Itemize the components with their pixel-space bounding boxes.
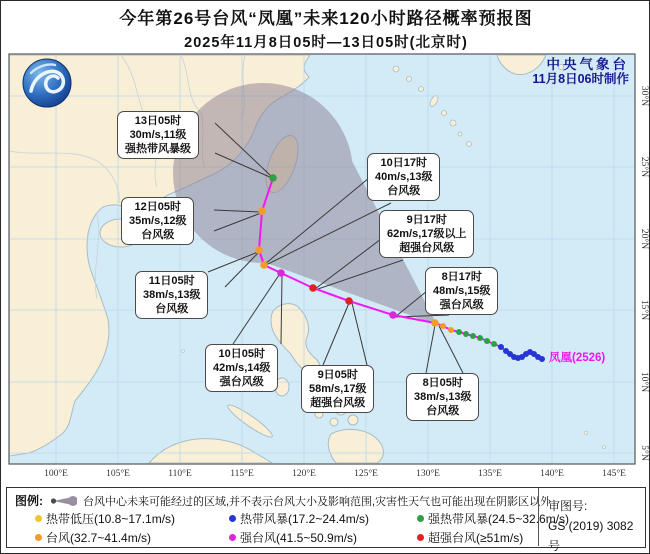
lon-axis-label: 105°E	[106, 469, 130, 479]
cone-legend-icon	[49, 495, 77, 507]
callout-intensity: 30m/s,11级	[129, 129, 187, 141]
legend-box	[6, 487, 646, 553]
callout-level: 强台风级	[219, 376, 264, 388]
lat-axis-label: 25°N	[639, 156, 649, 178]
lat-axis	[639, 86, 650, 461]
lon-axis-label: 120°E	[292, 469, 316, 479]
callout-level: 超强台风级	[399, 242, 455, 254]
callout-8d05	[406, 373, 479, 421]
lon-axis-label: 145°E	[602, 469, 626, 479]
callout-intensity: 35m/s,12级	[129, 215, 187, 227]
legend-item-ts: 热带风暴(17.2~24.4m/s)	[229, 510, 369, 527]
callout-time: 8日17时	[441, 271, 482, 283]
review-number: GS (2019) 3082号	[548, 519, 634, 553]
legend-item-td: 热带低压(10.8~17.1m/s)	[35, 510, 175, 527]
callout-level: 台风级	[141, 229, 175, 241]
callout-intensity: 62m/s,17级以上	[387, 228, 467, 240]
callout-intensity: 48m/s,15级	[433, 285, 491, 297]
callout-level: 台风级	[387, 185, 421, 197]
agency-name: 中央气象台	[546, 57, 629, 72]
legend-item-sts: 强热带风暴(24.5~32.6m/s)	[417, 510, 569, 527]
cone-note: 台风中心未来可能经过的区域,并不表示台风大小及影响范围,灾害性天气也可能出现在阴影区以外	[83, 496, 552, 508]
callout-intensity: 38m/s,13级	[414, 391, 472, 403]
lon-axis-label: 125°E	[354, 469, 378, 479]
map-title: 今年第26号台风“凤凰”未来120小时路径概率预报图	[119, 9, 533, 28]
callout-8d17	[425, 267, 498, 315]
agency-credit	[532, 57, 629, 87]
callout-time: 11日05时	[148, 275, 195, 287]
cma-logo-icon	[23, 59, 71, 107]
lon-axis-label: 110°E	[168, 469, 192, 479]
lon-axis-label: 115°E	[230, 469, 254, 479]
lon-axis-label: 130°E	[416, 469, 440, 479]
callout-level: 强热带风暴级	[125, 143, 191, 155]
review-label: 审图号:	[548, 499, 588, 513]
lat-axis-label: 20°N	[639, 228, 649, 250]
callout-11d05	[135, 271, 208, 319]
legend-item-ty: 台风(32.7~41.4m/s)	[35, 529, 151, 546]
callout-time: 13日05时	[134, 115, 182, 127]
map-subtitle: 2025年11月8日05时—13日05时(北京时)	[184, 35, 468, 51]
td-dot-icon	[35, 515, 42, 522]
lon-axis-label: 100°E	[44, 469, 68, 479]
callout-level: 台风级	[426, 405, 460, 417]
callout-time: 10日05时	[218, 348, 265, 360]
callout-time: 8日05时	[422, 377, 463, 389]
lat-axis-label: 30°N	[639, 85, 649, 107]
sts-dot-icon	[417, 515, 424, 522]
ts-dot-icon	[229, 515, 236, 522]
callout-time: 10日17时	[380, 157, 427, 169]
lon-axis-label: 140°E	[540, 469, 564, 479]
callout-intensity: 42m/s,14级	[213, 362, 271, 374]
callout-intensity: 40m/s,13级	[375, 171, 433, 183]
callout-13d05	[117, 111, 199, 159]
storm-name-label: 凤凰(2526)	[549, 352, 606, 364]
super-ty-dot-icon	[417, 534, 424, 541]
callout-10d05	[205, 344, 278, 392]
callout-time: 9日05时	[317, 369, 358, 381]
callout-9d05	[301, 365, 374, 413]
lat-axis-label: 5°N	[639, 445, 649, 461]
ty-dot-icon	[35, 534, 42, 541]
legend-item-super: 超强台风(≥51m/s)	[417, 529, 523, 546]
legend-item-sty: 强台风(41.5~50.9m/s)	[229, 529, 357, 546]
callout-level: 台风级	[155, 303, 189, 315]
callout-intensity: 38m/s,13级	[143, 289, 201, 301]
callout-intensity: 58m/s,17级	[309, 383, 367, 395]
callout-12d05	[121, 197, 194, 245]
map-review-number	[548, 496, 645, 554]
lat-axis-label: 10°N	[639, 371, 649, 393]
lon-axis-label: 135°E	[478, 469, 502, 479]
lon-axis	[44, 468, 626, 479]
legend-title: 图例:	[15, 494, 43, 508]
callout-time: 9日17时	[406, 214, 447, 226]
agency-issued-time: 11月8日06时制作	[532, 72, 629, 86]
legend-divider	[538, 488, 539, 546]
sty-dot-icon	[229, 534, 236, 541]
callout-time: 12日05时	[134, 201, 181, 213]
lat-axis-label: 15°N	[639, 299, 649, 321]
callout-level: 强台风级	[439, 299, 484, 311]
callout-10d17	[367, 153, 440, 201]
callout-level: 超强台风级	[310, 397, 366, 409]
callout-9d17	[379, 210, 474, 258]
